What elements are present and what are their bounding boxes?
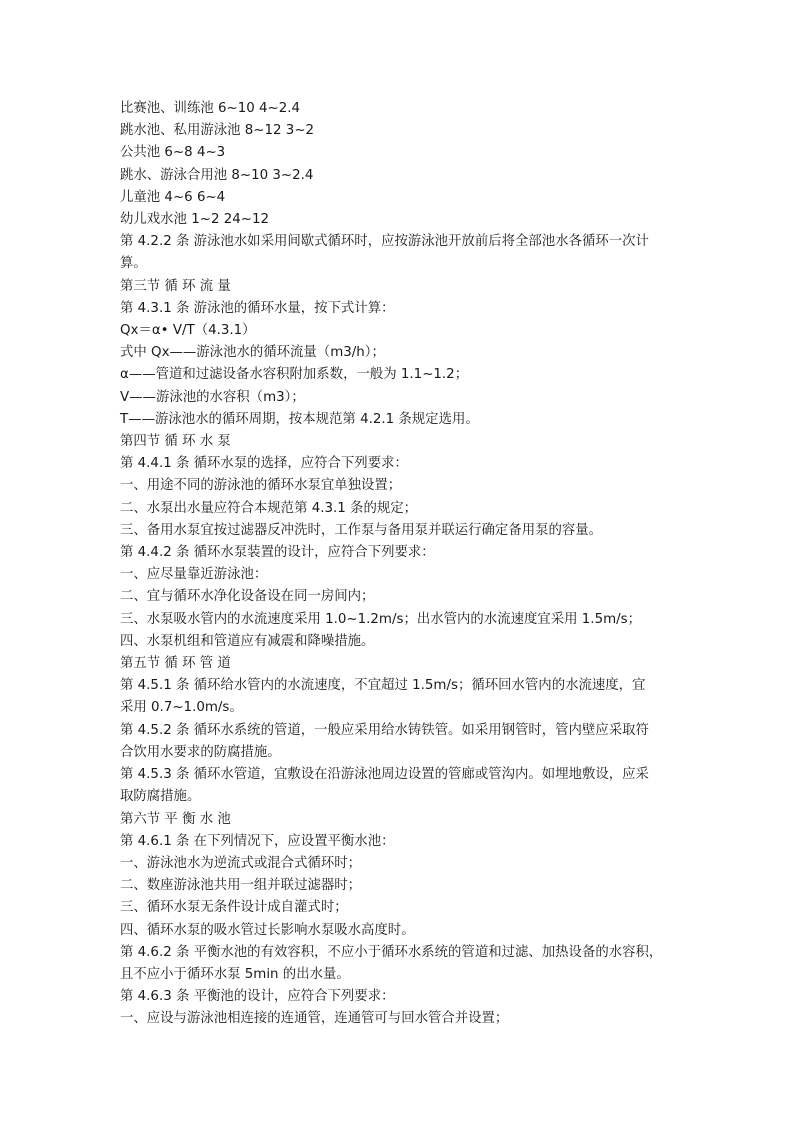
text-line: 第 4.2.2 条 游泳池水如采用间歇式循环时，应按游泳池开放前后将全部池水各循环一次计 <box>120 234 649 250</box>
text-line: 一、应尽量靠近游泳池： <box>120 567 268 583</box>
text-line: T——游泳池水的循环周期，按本规范第 4.2.1 条规定选用。 <box>120 411 479 427</box>
text-line: 幼儿戏水池 1~2 24~12 <box>120 212 270 228</box>
text-line: 跳水池、私用游泳池 8~12 3~2 <box>120 123 315 139</box>
text-line: 第 4.3.1 条 游泳池的循环水量，按下式计算： <box>120 300 395 316</box>
text-line: 第 4.4.1 条 循环水泵的选择，应符合下列要求： <box>120 456 408 472</box>
text-line: 一、游泳池水为逆流式或混合式循环时； <box>120 855 362 871</box>
section-heading: 第四节 循 环 水 泵 <box>120 434 231 450</box>
text-line: 三、备用水泵宜按过滤器反冲洗时，工作泵与备用泵并联运行确定备用泵的容量。 <box>120 522 603 538</box>
text-line: 公共池 6~8 4~3 <box>120 145 226 161</box>
text-line: 二、宜与循环水净化设备设在同一房间内； <box>120 589 375 605</box>
text-line: 第 4.4.2 条 循环水泵装置的设计，应符合下列要求： <box>120 545 435 561</box>
section-heading: 第六节 平 衡 水 池 <box>120 811 231 827</box>
formula: Qx＝α• V/T（4.3.1） <box>120 323 256 339</box>
text-line: 三、循环水泵无条件设计成自灌式时； <box>120 900 348 916</box>
text-line: 三、水泵吸水管内的水流速度采用 1.0~1.2m/s；出水管内的水流速度宜采用 1.5m/s； <box>120 611 642 627</box>
text-line: V——游泳池的水容积（m3）； <box>120 389 305 405</box>
text-line: 取防腐措施。 <box>120 789 201 805</box>
text-line: 四、循环水泵的吸水管过长影响水泵吸水高度时。 <box>120 922 415 938</box>
text-line: 算。 <box>120 256 147 272</box>
text-line: 一、应设与游泳池相连接的连通管，连通管可与回水管合并设置； <box>120 1011 509 1027</box>
text-line: 第 4.6.1 条 在下列情况下，应设置平衡水池： <box>120 833 395 849</box>
text-line: 采用 0.7~1.0m/s。 <box>120 700 243 716</box>
text-line: 二、水泵出水量应符合本规范第 4.3.1 条的规定； <box>120 500 418 516</box>
text-line: 且不应小于循环水泵 5min 的出水量。 <box>120 966 350 982</box>
text-line: 二、数座游泳池共用一组并联过滤器时； <box>120 878 362 894</box>
text-line: 第 4.5.2 条 循环水系统的管道，一般应采用给水铸铁管。如采用钢管时，管内壁应采取符 <box>120 722 649 738</box>
text-line: 一、用途不同的游泳池的循环水泵宜单独设置； <box>120 478 402 494</box>
text-line: 第 4.6.2 条 平衡水池的有效容积，不应小于循环水系统的管道和过滤、加热设备的水容积， <box>120 944 663 960</box>
section-heading: 第五节 循 环 管 道 <box>120 656 231 672</box>
section-heading: 第三节 循 环 流 量 <box>120 278 231 294</box>
text-line: 儿童池 4~6 6~4 <box>120 189 226 205</box>
text-line: 式中 Qx——游泳池水的循环流量（m3/h）； <box>120 345 385 361</box>
text-line: 合饮用水要求的防腐措施。 <box>120 744 281 760</box>
text-line: 第 4.6.3 条 平衡池的设计，应符合下列要求： <box>120 989 395 1005</box>
text-line: α——管道和过滤设备水容积附加系数，一般为 1.1~1.2； <box>120 367 469 383</box>
text-line: 四、水泵机组和管道应有减震和降噪措施。 <box>120 633 375 649</box>
text-line: 跳水、游泳合用池 8~10 3~2.4 <box>120 167 314 183</box>
text-line: 第 4.5.1 条 循环给水管内的水流速度，不宜超过 1.5m/s；循环回水管内的水流速度，宜 <box>120 678 646 694</box>
text-line: 比赛池、训练池 6~10 4~2.4 <box>120 101 301 116</box>
text-line: 第 4.5.3 条 循环水管道，宜敷设在沿游泳池周边设置的管廊或管沟内。如埋地敷设，应采 <box>120 767 649 783</box>
document-body <box>120 98 680 1031</box>
